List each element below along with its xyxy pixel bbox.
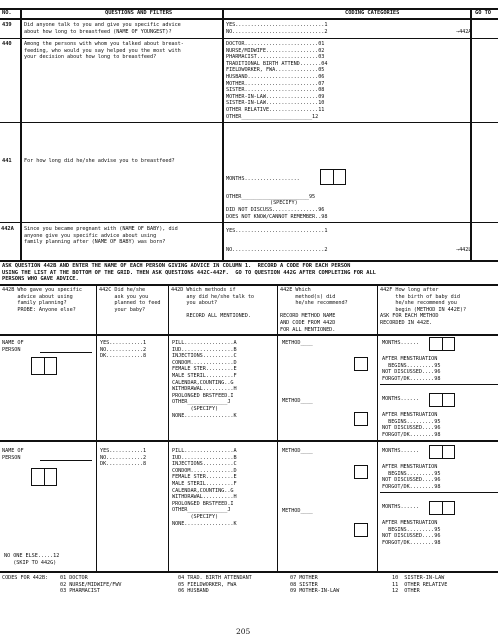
q440-option[interactable]: MOTHER-IN-LAW.................09 bbox=[226, 93, 325, 100]
row1-code-box[interactable] bbox=[31, 357, 57, 375]
q440-option[interactable]: MOTHER........................07 bbox=[226, 80, 325, 87]
row1-name-line[interactable] bbox=[40, 352, 92, 353]
q442a-rule bbox=[0, 260, 498, 262]
grid-col-line bbox=[377, 285, 378, 572]
row1-split bbox=[380, 384, 498, 385]
row2-method-a[interactable]: METHOD____ bbox=[282, 448, 313, 454]
row2-method-b[interactable]: METHOD____ bbox=[282, 508, 313, 514]
row2-rule bbox=[0, 571, 498, 573]
q442a-text: Since you became pregnant with (NAME OF BABY), did anyone give you specific advice about using family planning after (NAME OF BABY) was born? bbox=[24, 226, 178, 246]
header-top-rule bbox=[0, 8, 498, 10]
header-coding: CODING CATEGORIES bbox=[345, 10, 400, 16]
col-divider-coding bbox=[222, 8, 224, 261]
codes-label: CODES FOR 442B: bbox=[2, 575, 49, 581]
row1-months-b: MONTHS...... bbox=[382, 396, 419, 402]
grid-header-442d: 442D Which methods if any did he/she talk to you about? RECORD ALL MENTIONED. bbox=[171, 287, 254, 320]
row2-name-label: NAME OF PERSON bbox=[2, 448, 24, 461]
q440-option[interactable]: OTHER_______________________12 bbox=[226, 113, 319, 120]
row1-months-a-box[interactable] bbox=[429, 337, 455, 351]
row2-months-b: MONTHS...... bbox=[382, 504, 419, 510]
grid-header-442b: 442B Who gave you specific advice about using family planning? PROBE: Anyone else? bbox=[2, 287, 82, 313]
q439-rule bbox=[0, 38, 498, 39]
q441-not-discuss[interactable]: DID NOT DISCUSS...............96 bbox=[226, 207, 325, 213]
row1-method-a-box[interactable] bbox=[354, 357, 368, 371]
row1-months-a: MONTHS...... bbox=[382, 340, 419, 346]
q440-option[interactable]: SISTER-IN-LAW.................10 bbox=[226, 100, 325, 107]
q439-no[interactable]: NO..............................2 bbox=[226, 29, 328, 35]
q442a-no[interactable]: NO..............................2 bbox=[226, 247, 328, 253]
grid-col-line bbox=[96, 285, 97, 572]
row2-no-one-else[interactable]: NO ONE ELSE.....12 (SKIP TO 442G) bbox=[4, 553, 60, 566]
instruction-rule bbox=[0, 284, 498, 286]
col-divider-no bbox=[20, 8, 22, 261]
grid-header-442c: 442C Did he/she ask you you planned to feed your baby? bbox=[99, 287, 161, 313]
row1-yes-no[interactable]: YES...........1 NO............2 DK............8 bbox=[100, 340, 147, 360]
grid-col-line bbox=[277, 285, 278, 572]
grid-col-line bbox=[168, 285, 169, 572]
header-questions: QUESTIONS AND FILTERS bbox=[105, 10, 173, 16]
row1-method-a[interactable]: METHOD____ bbox=[282, 340, 313, 346]
q440-option[interactable]: OTHER RELATIVE................11 bbox=[226, 106, 325, 113]
q440-option[interactable]: FIELDWORKER, FWA..............05 bbox=[226, 67, 325, 74]
row1-methods[interactable]: PILL................A IUD.................B INJECTIONS..........C CONDOM..............D FEMALE STER.........E MALE STERIL.........F CALENDAR,COUNTING..G WITHDRAWAL..........H PROLONGED BRSTFEED.I OTHER_____________J (SPECIFY) NONE................K bbox=[172, 340, 237, 419]
row1-after-a[interactable]: AFTER MENSTRUATION BEGINS.........95 NOT DISCUSSED....96 FORGOT/DK........98 bbox=[382, 356, 441, 382]
grid-header-rule bbox=[0, 334, 498, 336]
grid-instruction: ASK QUESTION 442B AND ENTER THE NAME OF EACH PERSON GIVING ADVICE IN COLUMN 1. RECORD A CODE FOR EACH PERSON USING THE LIST AT THE BOTTOM OF THE GRID. THEN ASK QUESTIONS 442C-442F. GO TO QUESTION 442G AFTER COMPLETING FOR ALL PERSONS WHO GAVE ADVICE. bbox=[2, 263, 376, 283]
q442a-number: 442A bbox=[1, 226, 14, 232]
row2-method-a-box[interactable] bbox=[354, 465, 368, 479]
row2-months-a: MONTHS...... bbox=[382, 448, 419, 454]
row2-after-a[interactable]: AFTER MENSTRUATION BEGINS.........95 NOT DISCUSSED....96 FORGOT/DK........98 bbox=[382, 464, 441, 490]
col-divider-goto bbox=[470, 8, 472, 261]
q441-months: MONTHS.................. bbox=[226, 176, 300, 182]
row1-name-label: NAME OF PERSON bbox=[2, 340, 24, 353]
row1-method-b[interactable]: METHOD____ bbox=[282, 398, 313, 404]
codes-col-4: 10 SISTER-IN-LAW 11 OTHER RELATIVE 12 OTHER bbox=[392, 575, 448, 595]
row1-after-b[interactable]: AFTER MENSTRUATION BEGINS.........95 NOT DISCUSSED....96 FORGOT/DK........98 bbox=[382, 412, 441, 438]
row2-split bbox=[380, 492, 498, 493]
q440-option[interactable]: HUSBAND.......................06 bbox=[226, 73, 325, 80]
q441-dont-know[interactable]: DOES NOT KNOW/CANNOT REMEMBER..98 bbox=[226, 214, 328, 220]
header-goto: GO TO bbox=[475, 10, 491, 16]
q440-option[interactable]: DOCTOR........................01 bbox=[226, 41, 325, 47]
q441-other[interactable]: OTHER______________________95 bbox=[226, 194, 316, 200]
q439-yes[interactable]: YES.............................1 bbox=[226, 22, 328, 28]
row2-months-a-box[interactable] bbox=[429, 445, 455, 459]
row1-method-b-box[interactable] bbox=[354, 412, 368, 426]
q441-specify: (SPECIFY) bbox=[270, 200, 298, 206]
q441-number: 441 bbox=[2, 158, 12, 164]
q442a-yes[interactable]: YES.............................1 bbox=[226, 228, 328, 234]
page-number: 205 bbox=[236, 627, 251, 636]
q440-option[interactable]: PHARMACIST....................03 bbox=[226, 54, 325, 61]
row2-months-b-box[interactable] bbox=[429, 501, 455, 515]
q440-option[interactable]: NURSE/MIDWIFE.................02 bbox=[226, 47, 325, 54]
codes-col-1: 01 DOCTOR 02 NURSE/MIDWIFE/FWV 03 PHARMACIST bbox=[60, 575, 122, 595]
header-bottom-rule bbox=[0, 18, 498, 20]
row2-method-b-box[interactable] bbox=[354, 523, 368, 537]
q439-text: Did anyone talk to you and give you specific advice about how long to breastfeed (NAME OF YOUNGEST)? bbox=[24, 22, 181, 35]
q440-text: Among the persons with whom you talked about breast- feeding, who would you say helped you the most with your decision about how long to breastfeed? bbox=[24, 41, 184, 61]
q441-text: For how long did he/she advise you to breastfeed? bbox=[24, 158, 175, 164]
row2-methods[interactable]: PILL................A IUD.................B INJECTIONS..........C CONDOM..............D FEMALE STER.........E MALE STERIL.........F CALENDAR,COUNTING..G WITHDRAWAL..........H PROLONGED BRSTFEED.I OTHER_____________J (SPECIFY) NONE................K bbox=[172, 448, 237, 527]
row2-name-line[interactable] bbox=[40, 460, 92, 461]
q441-months-box[interactable] bbox=[320, 169, 346, 185]
header-no: NO. bbox=[2, 10, 12, 16]
q440-options bbox=[226, 41, 327, 120]
row1-rule bbox=[0, 440, 498, 442]
q441-rule bbox=[0, 222, 498, 223]
q439-skip: →442A bbox=[456, 29, 472, 35]
q440-option[interactable]: TRADITIONAL BIRTH ATTEND.......04 bbox=[226, 60, 328, 67]
codes-col-2: 04 TRAD. BIRTH ATTENDANT 05 FIELDWORKER, FWA 06 HUSBAND bbox=[178, 575, 252, 595]
row2-yes-no[interactable]: YES...........1 NO............2 DK............8 bbox=[100, 448, 147, 468]
q440-number: 440 bbox=[2, 41, 12, 47]
grid-header-442f: 442F How long after the birth of baby did he/she recommend you begin (METHOD IN 442E)? ASK FOR EACH METHOD RECORDED IN 442E. bbox=[380, 287, 467, 326]
row2-code-box[interactable] bbox=[31, 468, 57, 486]
q442a-skip: →442L bbox=[456, 247, 472, 253]
q440-option[interactable]: SISTER........................08 bbox=[226, 87, 325, 94]
grid-header-442e: 442E Which method(s) did he/she recommend? RECORD METHOD NAME AND CODE FROM 442D FOR ALL MENTIONED. bbox=[280, 287, 348, 333]
q439-number: 439 bbox=[2, 22, 12, 28]
row1-months-b-box[interactable] bbox=[429, 393, 455, 407]
row2-after-b[interactable]: AFTER MENSTRUATION BEGINS.........95 NOT DISCUSSED....96 FORGOT/DK........98 bbox=[382, 520, 441, 546]
codes-col-3: 07 MOTHER 08 SISTER 09 MOTHER-IN-LAW bbox=[290, 575, 340, 595]
q440-rule bbox=[0, 122, 498, 123]
